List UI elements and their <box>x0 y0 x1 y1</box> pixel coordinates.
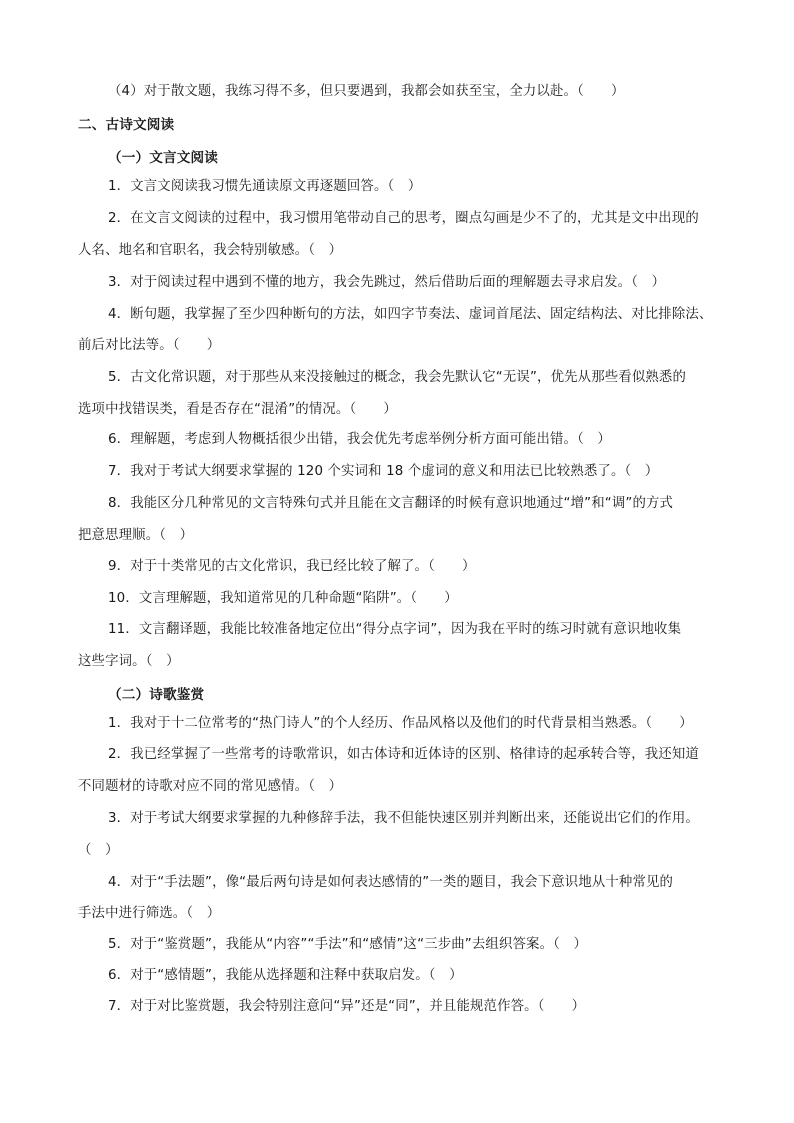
text-line: 5．古文化常识题，对于那些从来没接触过的概念，我会先默认它“无误”，优先从那些看似熟悉的 <box>108 370 687 385</box>
subsection-heading-poetry-appreciation: （二）诗歌鉴赏 <box>108 687 205 703</box>
text-line: （4）对于散文题，我练习得不多，但只要遇到，我都会如获至宝，全力以赴。（ ） <box>108 84 625 99</box>
text-line: 1．我对于十二位常考的“热门诗人”的个人经历、作品风格以及他们的时代背景相当熟悉。（ ） <box>108 716 693 731</box>
text-line: 选项中找错误类，看是否存在“混淆”的情况。（ ） <box>78 402 397 417</box>
text-line: 1．文言文阅读我习惯先通读原文再逐题回答。（ ） <box>108 179 422 194</box>
text-line: 6．理解题，考虑到人物概括很少出错，我会优先考虑举例分析方面可能出错。（ ） <box>108 432 611 447</box>
text-line: 2．在文言文阅读的过程中，我习惯用笔带动自己的思考，圈点勾画是少不了的，尤其是文中出现的 <box>108 211 699 226</box>
text-line: 10．文言理解题，我知道常见的几种命题“陷阱”。（ ） <box>108 591 458 606</box>
text-line: 4．对于“手法题”，像“最后两句诗是如何表达感情的”一类的题目，我会下意识地从十种常见的 <box>108 875 674 890</box>
section-heading-classical-reading: 二、古诗文阅读 <box>78 117 175 133</box>
text-line: 不同题材的诗歌对应不同的常见感情。（ ） <box>78 779 343 794</box>
text-line: 9．对于十类常见的古文化常识，我已经比较了解了。（ ） <box>108 559 476 574</box>
text-line: 7．对于对比鉴赏题，我会特别注意问“异”还是“同”，并且能规范作答。（ ） <box>108 999 586 1014</box>
subsection-heading-classical-prose: （一）文言文阅读 <box>108 150 218 166</box>
text-line: 这些字词。（ ） <box>78 654 180 669</box>
text-line: 3．对于阅读过程中遇到不懂的地方，我会先跳过，然后借助后面的理解题去寻求启发。（ ） <box>108 275 666 290</box>
text-line: 3．对于考试大纲要求掌握的九种修辞手法，我不但能快速区别并判断出来，还能说出它们的作用。 <box>108 811 699 826</box>
text-line: 6．对于“感情题”，我能从选择题和注释中获取启发。（ ） <box>108 968 463 983</box>
text-line: 手法中进行筛选。（ ） <box>78 906 221 921</box>
text-line: 人名、地名和官职名，我会特别敏感。（ ） <box>78 243 343 258</box>
text-line: 5．对于“鉴赏题”，我能从“内容”“手法”和“感情”这“三步曲”去组织答案。（ ） <box>108 937 588 952</box>
text-line: 把意思理顺。（ ） <box>78 528 194 543</box>
text-line: 8．我能区分几种常见的文言特殊句式并且能在文言翻译的时候有意识地通过“增”和“调”的方式 <box>108 496 674 511</box>
text-line: 7．我对于考试大纲要求掌握的 120 个实词和 18 个虚词的意义和用法已比较熟悉了。（ ） <box>108 464 659 479</box>
text-line: 11．文言翻译题，我能比较准备地定位出“得分点字词”，因为我在平时的练习时就有意识地收集 <box>108 622 682 637</box>
text-line: （ ） <box>78 843 119 858</box>
text-line: 2．我已经掌握了一些常考的诗歌常识，如古体诗和近体诗的区别、格律诗的起承转合等，我还知道 <box>108 747 699 762</box>
text-line: 前后对比法等。（ ） <box>78 338 221 353</box>
text-line: 4．断句题，我掌握了至少四种断句的方法，如四字节奏法、虚词首尾法、固定结构法、对比排除法、 <box>108 307 713 322</box>
